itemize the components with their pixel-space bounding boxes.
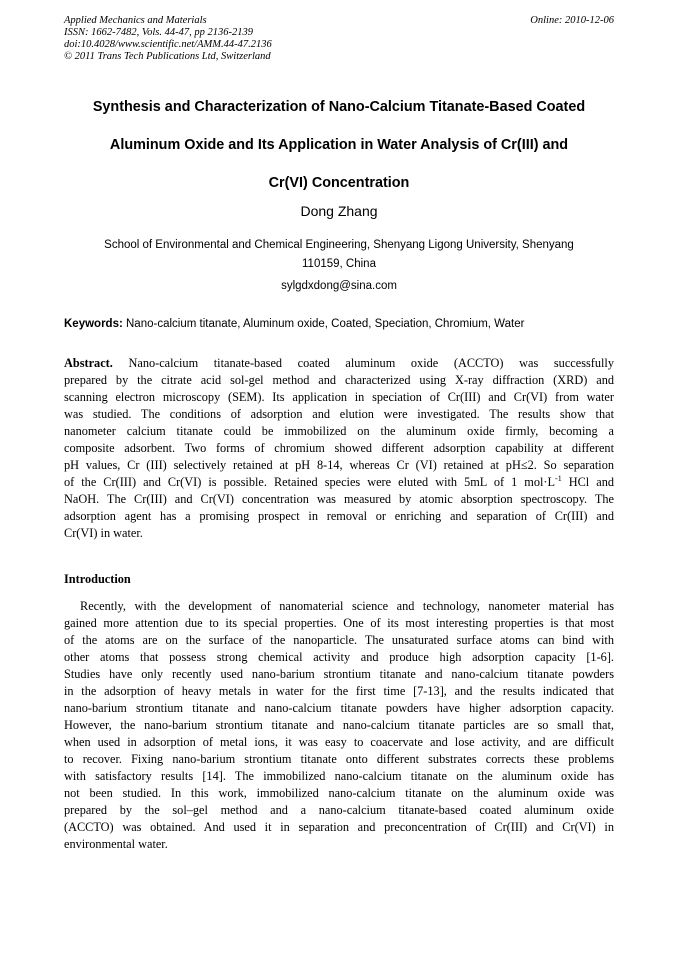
title-line: Synthesis and Characterization of Nano-Calcium Titanate-Based Coated: [92, 99, 586, 115]
intro-line: of the atoms are on the surface of the nanoparticle. The unsaturated surface atoms can bind with: [64, 633, 614, 647]
abstract-line: pH values, Cr (III) selectively retained at pH 8-14, whereas Cr (VI) retained at pH≤2. So separation: [64, 458, 614, 472]
title-line: Cr(VI) Concentration: [268, 175, 410, 191]
intro-line: in the adsorption of heavy metals in water for the first time [7-13], and the results indicated that: [64, 684, 614, 698]
introduction-body: [64, 598, 614, 853]
title-line: Aluminum Oxide and Its Application in Water Analysis of Cr(III) and: [109, 137, 569, 153]
abstract-line: nanometer calcium titanate could be immobilized on the aluminum oxide firmly, becoming a: [64, 424, 614, 438]
intro-line: nano-barium strontium titanate and nano-calcium titanate powders have higher adsorption capacity.: [64, 701, 614, 715]
abstract-line: adsorption agent has a promising prospect in removal or enriching and separation of Cr(III) and: [64, 509, 614, 523]
abstract-text: HCl and: [561, 475, 614, 489]
abstract-line: Cr(VI) in water.: [64, 526, 143, 540]
abstract-text: of the Cr(III) and Cr(VI) is possible. Retained species were eluted with 5mL of 1 mol·L: [64, 475, 556, 489]
journal-doi: doi:10.4028/www.scientific.net/AMM.44-47.2136: [64, 39, 272, 50]
abstract-line: NaOH. The Cr(III) and Cr(VI) concentration was measured by atomic absorption spectroscopy. The: [64, 492, 614, 506]
intro-line: Recently, with the development of nanomaterial science and technology, nanometer material has: [80, 599, 614, 613]
affiliation-line: 110159, China: [302, 258, 376, 270]
author-email[interactable]: sylgdxdong@sina.com: [281, 280, 397, 292]
intro-line: to recover. Fixing nano-barium strontium titanate onto different substrates corrects these problems: [64, 752, 614, 766]
intro-line: not been studied. In this work, immobilized nano-calcium titanate on the aluminum oxide was: [64, 786, 614, 800]
superscript: -1: [555, 473, 562, 483]
intro-line: Studies have only recently used nano-barium strontium titanate and nano-calcium titanate powders: [64, 667, 614, 681]
keywords-list: Nano-calcium titanate, Aluminum oxide, Coated, Speciation, Chromium, Water: [126, 318, 525, 330]
author-affiliation: [64, 236, 614, 274]
keywords: [64, 318, 624, 330]
section-heading-introduction: Introduction: [64, 572, 131, 586]
paper-title: [56, 88, 622, 202]
abstract-line: prepared by the citrate acid sol-gel method and characterized using X-ray diffraction (XRD) and: [64, 373, 614, 387]
journal-header: [64, 15, 272, 63]
abstract-text: Nano-calcium titanate-based coated aluminum oxide (ACCTO) was successfully: [128, 356, 614, 370]
author-name: Dong Zhang: [300, 203, 378, 219]
intro-line: with satisfactory results [14]. The immobilized nano-calcium titanate on the aluminum oxide has: [64, 769, 614, 783]
abstract-line: was studied. The conditions of adsorption and elution were investigated. The results show that: [64, 407, 614, 421]
abstract-line: scanning electron microscopy (SEM). Its application in speciation of Cr(III) and Cr(VI) from water: [64, 390, 614, 404]
abstract: [64, 355, 614, 542]
abstract-line: [64, 474, 614, 491]
online-date: Online: 2010-12-06: [530, 15, 614, 26]
intro-line: prepared by the sol–gel method and a nano-calcium titanate-based coated aluminum oxide: [64, 803, 614, 817]
abstract-line: [64, 355, 614, 372]
affiliation-line: School of Environmental and Chemical Engineering, Shenyang Ligong University, Shenyang: [104, 239, 574, 251]
abstract-label: Abstract.: [64, 356, 113, 370]
journal-issn: ISSN: 1662-7482, Vols. 44-47, pp 2136-2139: [64, 27, 253, 38]
intro-line: However, the nano-barium strontium titanate and nano-calcium titanate particles are so small that,: [64, 718, 614, 732]
abstract-line: composite adsorbent. Two forms of chromium showed different adsorption capability at different: [64, 441, 614, 455]
keywords-label: Keywords:: [64, 318, 123, 330]
intro-line: when used in adsorption of metal ions, it was easy to coacervate and lose activity, and are difficult: [64, 735, 614, 749]
intro-line: environmental water.: [64, 837, 168, 851]
journal-name: Applied Mechanics and Materials: [64, 15, 207, 26]
intro-line: gained more attention due to its special properties. One of its most interesting properties is that most: [64, 616, 614, 630]
journal-copyright: © 2011 Trans Tech Publications Ltd, Switzerland: [64, 51, 271, 62]
intro-line: other atoms that possess strong chemical activity and produce high adsorption capacity [1-6].: [64, 650, 614, 664]
intro-line: (ACCTO) was obtained. And used it in separation and preconcentration of Cr(III) and Cr(VI) in: [64, 820, 614, 834]
